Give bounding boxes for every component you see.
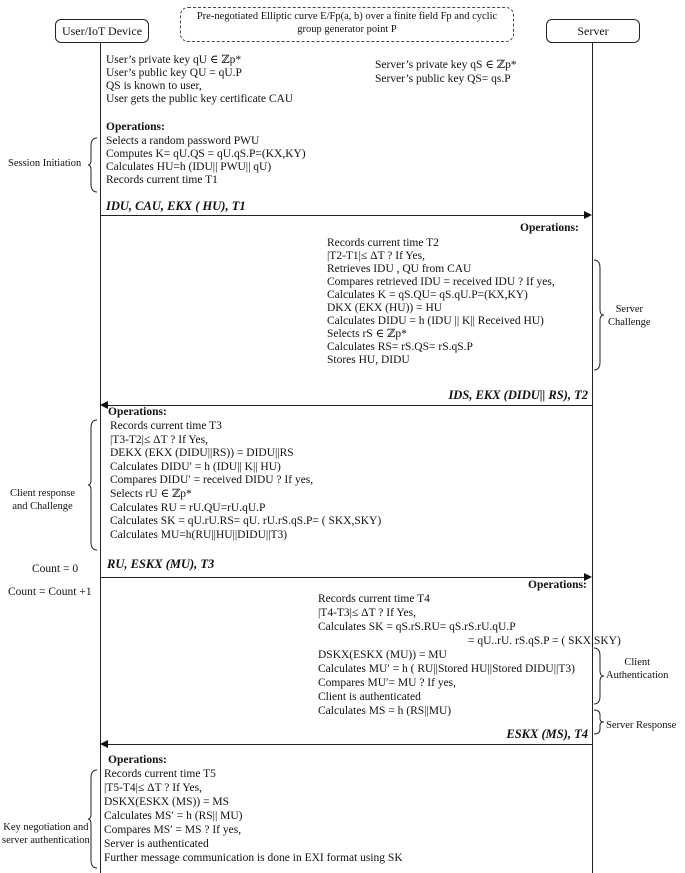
phase5-op: Server is authenticated	[104, 838, 209, 850]
phase5-label-line: Key negotiation and	[3, 822, 89, 833]
phase4-op: Records current time T4	[318, 593, 430, 605]
phase1-ops	[106, 136, 306, 188]
phase4-op: Calculates SK = qS.rS.RU= qS.rS.rU.qU.P	[318, 621, 516, 633]
phase3-ops	[110, 421, 381, 543]
phase2-op: Compares retrieved IDU = received IDU ? If yes,	[327, 276, 555, 288]
server-setup-line: Server’s private key qS ∈ ℤp*	[375, 59, 517, 71]
phase3-brace	[88, 420, 98, 550]
phase4-op: |T4-T3|≤ ΔT ? If Yes,	[318, 607, 416, 619]
phase2-op: Calculates RS= rS.QS= rS.qS.P	[327, 341, 473, 353]
phase3-op: DEKX (EKX (DIDU||RS)) = DIDU||RS	[110, 447, 294, 460]
phase5-label-line: server authentication	[2, 835, 90, 846]
phase4-op: DSKX(ESKX (MU)) = MU	[318, 649, 447, 661]
phase2-op: |T2-T1|≤ ΔT ? If Yes,	[327, 250, 425, 262]
phase4-op: Client is authenticated	[318, 691, 421, 703]
phase2-message: IDS, EKX (DIDU|| RS), T2	[448, 388, 588, 402]
phase2-ops	[327, 238, 555, 368]
phase2-op: Stores HU, DIDU	[327, 354, 410, 366]
phase1-message: IDU, CAU, EKX ( HU), T1	[106, 199, 246, 213]
phase1-arrow-line	[101, 215, 585, 216]
phase4-auth-label-line: Authentication	[606, 670, 669, 681]
phase4-ops	[318, 594, 621, 720]
phase3-op: Calculates SK = qU.rU.RS= qU. rU.rS.qS.P= ( SKX,SKY)	[110, 515, 382, 528]
phase1-op: Computes K= qU.QS = qU.qS.P=(KX,KY)	[106, 148, 306, 160]
phase4-op: Calculates MS = h (RS||MU)	[318, 705, 452, 717]
phase3-label	[10, 487, 75, 513]
phase1-label: Session Initiation	[8, 158, 82, 169]
phase3-op: Records current time T3	[110, 420, 222, 432]
count-init: Count = 0	[32, 563, 79, 575]
phase5-heading: Operations:	[108, 754, 167, 766]
phase5-op: Records current time T5	[104, 768, 216, 780]
phase3-op: Calculates RU = rU.QU=rU.qU.P	[110, 501, 266, 514]
phase4-op: Compares MU′= MU ? If yes,	[318, 677, 457, 689]
phase3-op: |T3-T2|≤ ΔT ? If Yes,	[110, 433, 208, 446]
phase4-resp-label: Server Response	[606, 720, 677, 731]
phase3-op: Selects rU ∈ ℤp*	[110, 487, 192, 500]
phase4-op: = qU..rU. rS.qS.P = ( SKX,SKY)	[468, 635, 621, 647]
phase2-arrowhead	[100, 401, 108, 409]
phase4-op: Calculates MU′ = h ( RU||Stored HU||Stored DIDU||T3)	[318, 663, 575, 675]
phase2-op: Selects rS ∈ ℤp*	[327, 328, 407, 340]
phase5-op: DSKX(ESKX (MS)) = MS	[104, 796, 230, 808]
phase5-op: |T5-T4|≤ ΔT ? If Yes,	[104, 782, 202, 794]
phase2-op: Records current time T2	[327, 237, 439, 249]
preamble-line-1: Pre-negotiated Elliptic curve E/Fp(a, b) over a finite field Fp and cyclic	[196, 11, 498, 22]
phase2-arrow-line	[108, 405, 592, 406]
server-box	[546, 19, 640, 43]
phase5-label	[2, 821, 90, 847]
phase5-op: Calculates MS′ = h (RS|| MU)	[104, 810, 243, 822]
phase5-ops	[104, 769, 403, 867]
phase3-arrow-line	[101, 577, 585, 578]
phase5-op: Compares MS′ = MS ? If yes,	[104, 824, 242, 836]
phase3-label-line: and Challenge	[12, 501, 73, 512]
phase2-op: DKX (EKX (HU)) = HU	[327, 302, 443, 314]
phase4-heading: Operations:	[528, 579, 587, 591]
user-setup-line: QS is known to user,	[106, 80, 202, 92]
user-setup-line: User gets the public key certificate CAU	[106, 93, 294, 105]
phase2-label	[608, 303, 651, 329]
phase2-label-line: Challenge	[608, 317, 651, 328]
phase3-message: RU, ESKX (MU), T3	[107, 557, 215, 571]
device-lifeline	[100, 42, 101, 873]
phase3-op: Calculates DIDU′ = h (IDU|| K|| HU)	[110, 460, 281, 473]
server-setup-line: Server’s public key QS= qs.P	[375, 73, 511, 85]
phase1-op: Calculates HU=h (IDU|| PWU|| qU)	[106, 161, 272, 173]
server-lifeline	[592, 42, 593, 873]
phase1-arrowhead	[584, 211, 592, 219]
phase3-op: Calculates MU=h(RU||HU||DIDU||T3)	[110, 528, 288, 541]
phase1-heading: Operations:	[106, 121, 165, 133]
phase4-auth-label-line: Client	[624, 657, 651, 668]
count-increment: Count = Count +1	[8, 586, 92, 598]
phase2-op: Retrieves IDU , QU from CAU	[327, 263, 472, 275]
phase2-heading: Operations:	[520, 222, 579, 234]
server-title: Server	[577, 23, 609, 38]
phase2-brace	[594, 260, 604, 370]
phase2-op: Calculates DIDU = h (IDU || K|| Received HU)	[327, 315, 544, 327]
phase1-op: Records current time T1	[106, 174, 218, 186]
phase1-op: Selects a random password PWU	[106, 135, 260, 147]
phase5-brace	[88, 770, 98, 868]
phase3-op: Compares DIDU′ = received DIDU ? If yes,	[110, 474, 314, 487]
user-setup-line: User’s private key qU ∈ ℤp*	[106, 54, 242, 66]
phase4-resp-brace	[594, 710, 604, 734]
device-title: User/IoT Device	[61, 23, 143, 38]
preamble-box	[180, 7, 514, 42]
user-setup-line: User’s public key QU = qU.P	[106, 67, 242, 79]
phase4-auth-label	[606, 656, 668, 682]
phase4-auth-brace	[594, 648, 604, 704]
phase5-op: Further message communication is done in EXI format using SK	[104, 852, 403, 864]
server-setup	[375, 60, 517, 88]
preamble-line-2: group generator point P	[297, 24, 397, 35]
device-box	[55, 19, 149, 43]
phase4-message: ESKX (MS), T4	[506, 727, 588, 741]
phase3-label-line: Client response	[10, 488, 76, 499]
user-setup	[106, 55, 293, 107]
phase3-heading: Operations:	[108, 406, 167, 418]
phase2-op: Calculates K = qS.QU= qS.qU.P=(KX,KY)	[327, 289, 528, 301]
phase1-brace	[88, 138, 98, 192]
phase2-label-line: Server	[615, 304, 643, 315]
phase4-arrowhead	[100, 740, 108, 748]
phase4-arrow-line	[108, 744, 592, 745]
